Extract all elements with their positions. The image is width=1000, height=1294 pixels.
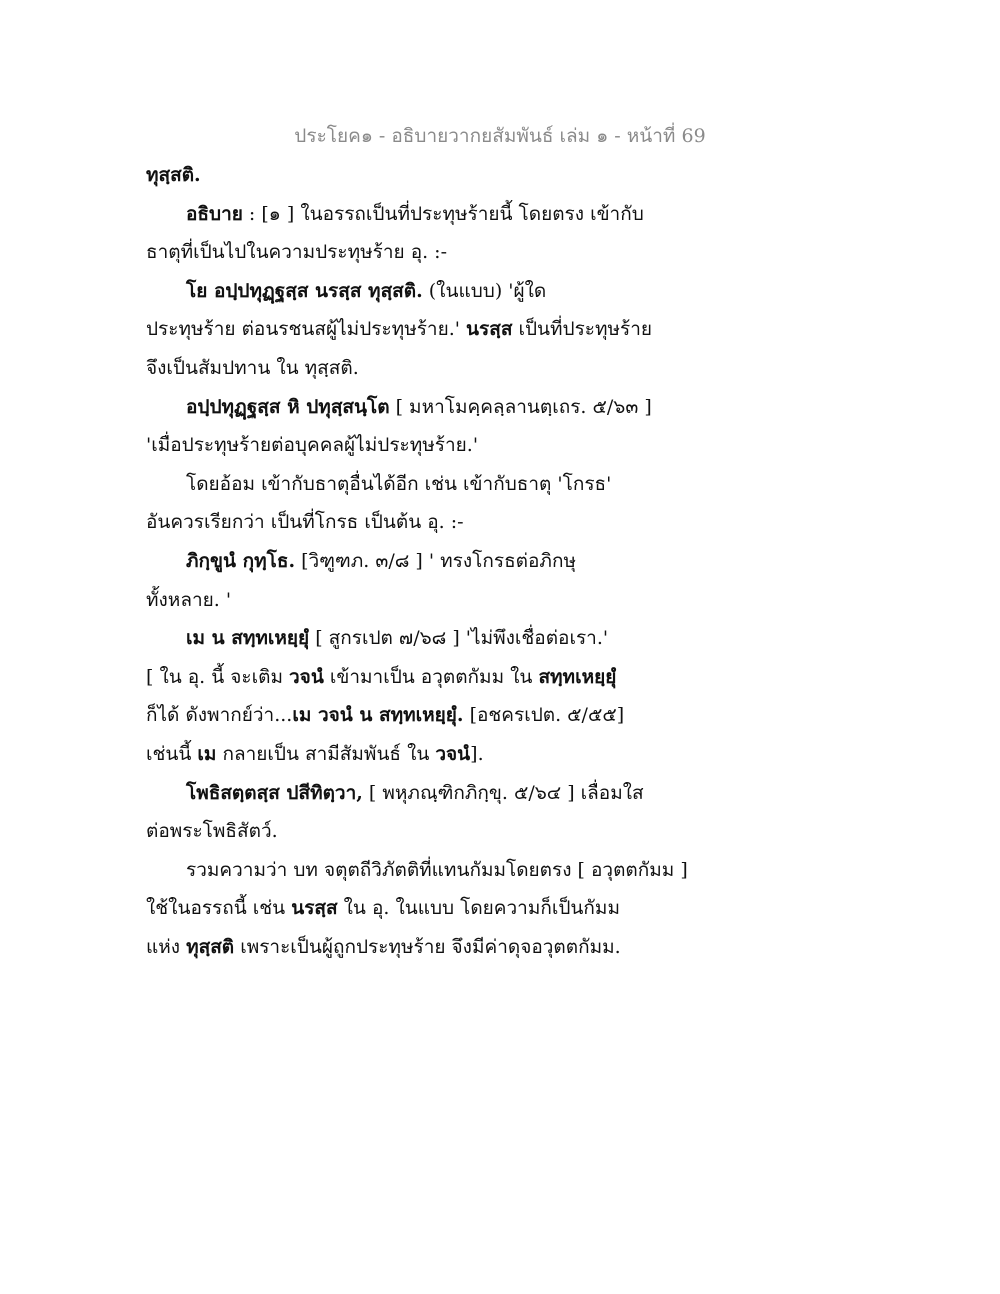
text-line <box>146 581 686 620</box>
text-run: ใน อุ. ในแบบ โดยความก็เป็นกัมม <box>337 897 620 920</box>
text-line <box>146 465 686 504</box>
bold-term: อปฺปทุฏฺฐสฺส หิ ปทุสฺสนฺโต <box>186 395 390 418</box>
bold-term: ทุสฺสติ <box>186 935 235 958</box>
bold-term: เม น สทฺทเหยฺยุํ <box>186 627 310 650</box>
text-line <box>146 696 686 735</box>
bold-term: วจนํ <box>435 742 471 765</box>
text-run: (ในแบบ) 'ผู้ใด <box>422 279 547 302</box>
text-line <box>146 503 686 542</box>
text-line <box>146 619 686 658</box>
bold-term: โย อปฺปทุฏฺฐสฺส นรสฺส ทุสฺสติ. <box>186 279 423 302</box>
text-line <box>146 928 686 967</box>
bold-term: นรสฺส <box>291 897 338 920</box>
text-run: [วิฑูฑภ. ๓/๘ ] ' ทรงโกรธต่อภิกษุ <box>295 549 576 572</box>
text-line <box>146 735 686 774</box>
running-head: ประโยค๑ - อธิบายวากยสัมพันธ์ เล่ม ๑ - หน้าที่ 69 <box>294 125 706 147</box>
text-run: รวมความว่า บท จตุตถีวิภัตติที่แทนกัมมโดยตรง [ อวุตตกัมม ] <box>186 858 688 881</box>
text-line <box>146 310 686 349</box>
text-run: [อชครเปต. ๕/๕๕] <box>463 704 625 727</box>
bold-term: ภิกฺขูนํ กุทฺโธ. <box>186 549 296 572</box>
bold-term: ทุสฺสติ. <box>146 164 201 186</box>
text-line <box>146 851 686 890</box>
text-run: อันควรเรียกว่า เป็นที่โกรธ เป็นต้น อุ. :- <box>146 511 464 534</box>
text-line <box>146 156 686 195</box>
text-line <box>146 542 686 581</box>
text-run: ทั้งหลาย. ' <box>146 588 232 611</box>
text-run: [ พหุภณฺฑิกภิกฺขุ. ๕/๖๔ ] เลื่อมใส <box>362 781 644 804</box>
text-run: จึงเป็นสัมปทาน ใน ทุสฺสติ. <box>146 356 359 379</box>
bold-term: โพธิสตฺตสฺส ปสีทิตฺวา, <box>186 781 363 804</box>
text-line <box>146 774 686 813</box>
text-line <box>146 233 686 272</box>
text-run: ]. <box>470 742 484 765</box>
text-run: ประทุษร้าย ต่อนรชนสผู้ไม่ประทุษร้าย.' <box>146 318 467 341</box>
text-line <box>146 195 686 234</box>
text-run: : [๑ ] ในอรรถเป็นที่ประทุษร้ายนี้ โดยตรง เข้ากับ <box>242 202 644 225</box>
text-run: เข้ามาเป็น อวุตตกัมม ใน <box>323 665 539 688</box>
bold-term: วจนํ <box>289 665 324 688</box>
bold-term: สทฺทเหยฺยุํ <box>538 665 617 688</box>
text-line <box>146 349 686 388</box>
text-run: เช่นนี้ <box>146 742 198 765</box>
text-run: ต่อพระโพธิสัตว์. <box>146 820 278 843</box>
text-line <box>146 658 686 697</box>
text-run: ธาตุที่เป็นไปในความประทุษร้าย อุ. :- <box>146 241 448 264</box>
bold-term: เม <box>197 742 217 765</box>
text-run: ก็ได้ ดังพากย์ว่า... <box>146 704 293 727</box>
text-run: เพราะเป็นผู้ถูกประทุษร้าย จึงมีค่าดุจอวุตตกัมม. <box>234 935 621 958</box>
text-run: 'เมื่อประทุษร้ายต่อบุคคลผู้ไม่ประทุษร้าย.' <box>146 434 479 457</box>
text-run: แห่ง <box>146 935 187 958</box>
text-run: เป็นที่ประทุษร้าย <box>512 318 653 341</box>
text-run: ใช้ในอรรถนี้ เช่น <box>146 897 292 920</box>
text-run: โดยอ้อม เข้ากับธาตุอื่นได้อีก เช่น เข้ากับธาตุ 'โกรธ' <box>186 472 612 495</box>
bold-term: เม วจนํ น สทฺทเหยฺยุํ. <box>292 704 464 727</box>
text-line <box>146 388 686 427</box>
text-run: [ สูกรเปต ๗/๖๘ ] 'ไม่พึงเชื่อต่อเรา.' <box>309 627 609 650</box>
bold-term: นรสฺส <box>466 318 513 341</box>
text-line <box>146 812 686 851</box>
text-run: [ ใน อุ. นี้ จะเติม <box>146 665 290 688</box>
page-body <box>146 156 686 966</box>
text-line <box>146 426 686 465</box>
bold-term: อธิบาย <box>186 202 243 225</box>
text-run: กลายเป็น สามีสัมพันธ์ ใน <box>216 742 436 765</box>
text-line <box>146 889 686 928</box>
text-line <box>146 272 686 311</box>
text-run: [ มหาโมคฺคลฺลานตฺเถร. ๕/๖๓ ] <box>389 395 652 418</box>
